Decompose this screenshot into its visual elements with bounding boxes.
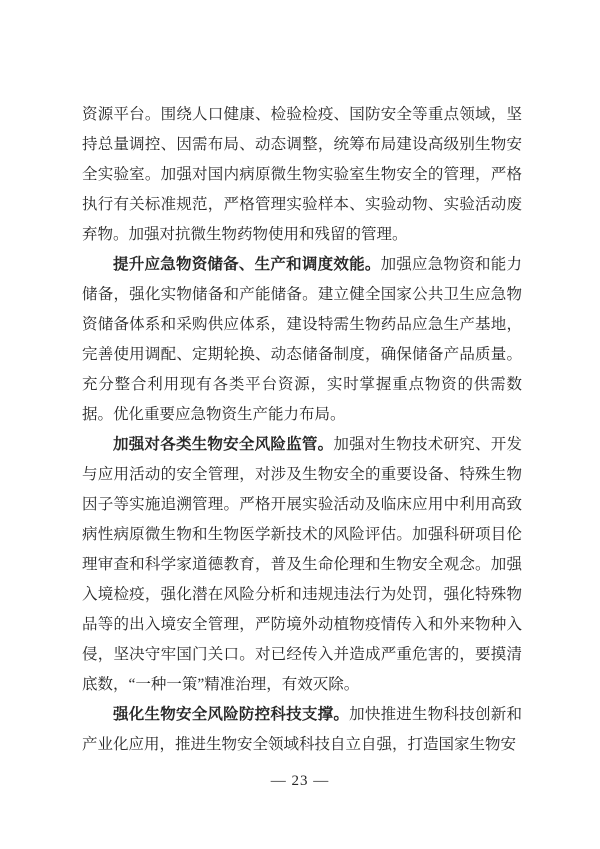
paragraph-risk-supervision bbox=[82, 430, 522, 700]
paragraph-text: 加强应急物资和能力储备，强化实物储备和产能储备。建立健全国家公共卫生应急物资储备体系和采购供应体系，建设特需生物药品应急生产基地，完善使用调配、定期轮换、动态储备制度，确保储备产品质量。充分整合利用现有各类平台资源，实时掌握重点物资的供需数据。优化重要应急物资生产能力布局。 bbox=[82, 256, 522, 423]
paragraph-emergency-supplies bbox=[82, 250, 522, 430]
paragraph-text: 加强对生物技术研究、开发与应用活动的安全管理，对涉及生物安全的重要设备、特殊生物因子等实施追溯管理。严格开展实验活动及临床应用中利用高致病性病原微生物和生物医学新技术的风险评估。加强科研项目伦理审查和科学家道德教育，普及生命伦理和生物安全观念。加强入境检疫，强化潜在风险分析和违规违法行为处罚，强化特殊物品等的出入境安全管理，严防境外动植物疫情传入和外来物种入侵，坚决守牢国门关口。对已经传入并造成严重危害的，要摸清底数，“一种一策”精准治理，有效灭除。 bbox=[82, 436, 522, 693]
paragraph-sci-tech-support bbox=[82, 700, 522, 760]
document-body bbox=[82, 100, 522, 760]
paragraph-lead: 强化生物安全风险防控科技支撑。 bbox=[113, 706, 350, 723]
paragraph-lead: 提升应急物资储备、生产和调度效能。 bbox=[113, 256, 381, 273]
paragraph-text: 加快推进生物科技创新和产业化应用，推进生物安全领域科技自立自强，打造国家生物安 bbox=[82, 706, 522, 753]
page-number: — 23 — bbox=[270, 773, 330, 789]
paragraph-continuation bbox=[82, 100, 522, 250]
paragraph-lead: 加强对各类生物安全风险监管。 bbox=[113, 436, 334, 453]
paragraph-text: 资源平台。围绕人口健康、检验检疫、国防安全等重点领域，坚持总量调控、因需布局、动态调整，统筹布局建设高级别生物安全实验室。加强对国内病原微生物实验室生物安全的管理，严格执行有关标准规范，严格管理实验样本、实验动物、实验活动废弃物。加强对抗微生物药物使用和残留的管理。 bbox=[82, 106, 522, 243]
